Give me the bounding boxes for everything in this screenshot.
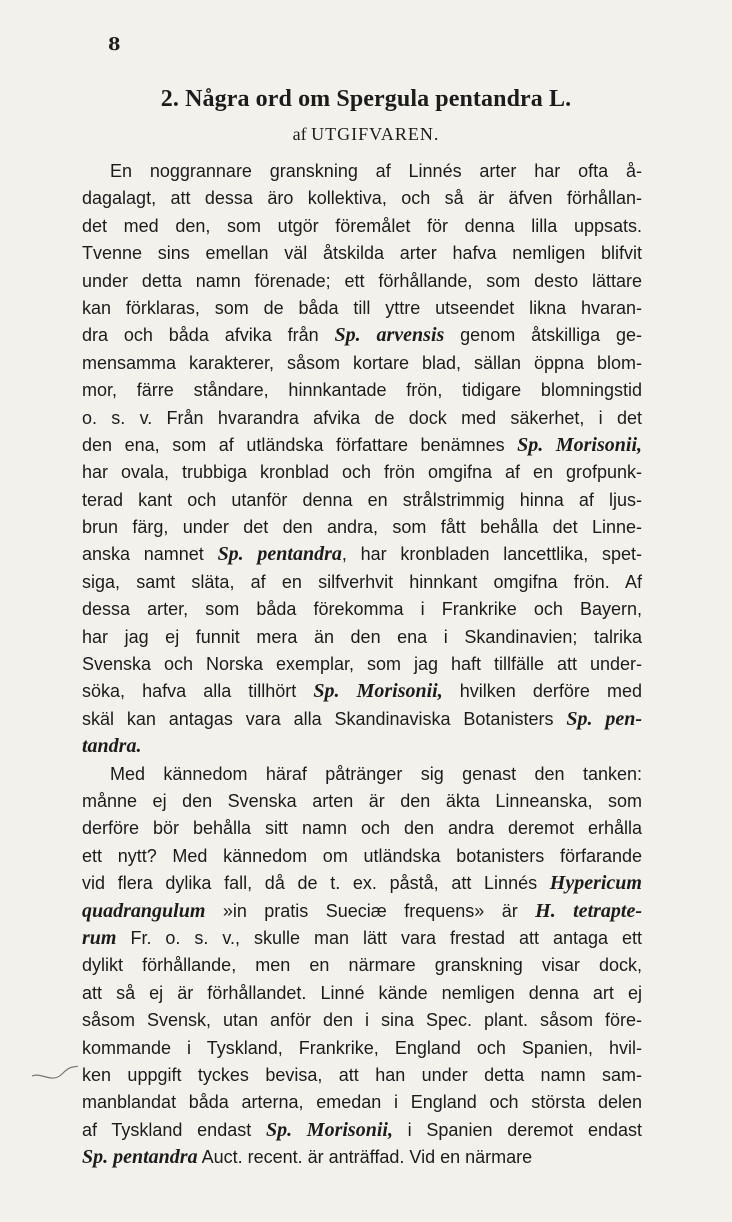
line-text: anska namnet <box>82 544 218 565</box>
text-line <box>82 815 642 842</box>
article-heading: 2. Några ord om Spergula pentandra L. <box>160 86 572 112</box>
line-text: söka, hafva alla tillhört <box>82 681 314 702</box>
text-line <box>82 158 642 185</box>
line-text: såsom Svensk, utan anför den i sina Spec. plant. såsom före- <box>82 1010 642 1031</box>
line-text: Auct. recent. är anträffad. Vid en närmare <box>197 1147 533 1168</box>
text-line <box>82 1117 642 1144</box>
line-text: »in pratis Sueciæ frequens» är <box>205 900 536 921</box>
page-number: 8 <box>108 34 121 55</box>
line-text: månne ej den Svenska arten är den äkta Linneanska, som <box>82 790 642 811</box>
text-line <box>82 624 642 651</box>
italic-term: H. tetrapte- <box>535 899 642 922</box>
text-line <box>82 487 642 514</box>
line-text: manblandat båda arterna, emedan i England och största delen <box>82 1092 642 1113</box>
line-text: har jag ej funnit mera än den ena i Skandinavien; talrika <box>82 626 642 647</box>
text-line <box>82 678 642 705</box>
line-text: af Tyskland endast <box>82 1119 266 1140</box>
line-text: dagalagt, att dessa äro kollektiva, och så är äfven förhållan- <box>82 188 642 209</box>
text-line <box>82 541 642 568</box>
text-line <box>82 350 642 377</box>
line-text: kan förklaras, som de båda till yttre utseendet likna hvaran- <box>82 297 642 318</box>
line-text: under detta namn förenade; ett förhållande, som desto lättare <box>82 270 642 291</box>
text-line <box>82 843 642 870</box>
text-line <box>82 870 642 897</box>
text-line <box>82 268 642 295</box>
line-text: hvilken derföre med <box>442 681 643 702</box>
text-line <box>82 706 642 733</box>
line-text: Svenska och Norska exemplar, som jag haft tillfälle att under- <box>82 654 642 675</box>
line-text: Fr. o. s. v., skulle man lätt vara frestad att antaga ett <box>116 927 642 948</box>
line-text: terad kant och utanför denna en strålstrimmig hinna af ljus- <box>82 489 642 510</box>
text-line <box>82 1144 642 1171</box>
text-line <box>82 377 642 404</box>
line-text: Med kännedom häraf påtränger sig genast den tanken: <box>110 763 642 784</box>
line-text: att så ej är förhållandet. Linné kände nemligen denna art ej <box>82 982 642 1003</box>
line-text: kommande i Tyskland, Frankrike, England och Spanien, hvil- <box>82 1037 642 1058</box>
italic-term: tandra. <box>82 735 142 758</box>
text-line <box>82 213 642 240</box>
text-line <box>82 596 642 623</box>
line-text: mensamma karakterer, såsom kortare blad, sällan öppna blom- <box>82 352 642 373</box>
text-line <box>82 980 642 1007</box>
byline-prefix: af <box>292 124 307 144</box>
italic-term: Sp. pen- <box>566 707 642 730</box>
line-text: ett nytt? Med kännedom om utländska botanisters förfarande <box>82 845 642 866</box>
text-line <box>82 459 642 486</box>
text-line <box>82 569 642 596</box>
line-text: dylikt förhållande, men en närmare granskning visar dock, <box>82 955 642 976</box>
byline-author: UTGIFVAREN. <box>311 124 440 144</box>
italic-term: Sp. Morisonii, <box>265 1118 393 1141</box>
line-text: genom åtskilliga ge- <box>444 325 642 346</box>
text-line <box>82 1062 642 1089</box>
italic-term: Sp. Morisonii, <box>313 680 443 703</box>
text-line <box>82 651 642 678</box>
text-line <box>82 761 642 788</box>
line-text: o. s. v. Från hvarandra afvika de dock med säkerhet, i det <box>82 407 642 428</box>
line-text: Tvenne sins emellan väl åtskilda arter hafva nemligen blifvit <box>82 243 642 264</box>
line-text: skäl kan antagas vara alla Skandinaviska Botanisters <box>82 708 567 729</box>
line-text: brun färg, under det den andra, som fått behålla det Linne- <box>82 517 642 538</box>
line-text: , har kronbladen lancettlika, spet- <box>341 544 642 565</box>
text-line <box>82 788 642 815</box>
line-text: den ena, som af utländska författare benämnes <box>82 434 518 455</box>
text-line <box>82 1089 642 1116</box>
text-line <box>82 1007 642 1034</box>
text-line <box>82 432 642 459</box>
italic-term: Sp. pentandra <box>82 1146 198 1169</box>
line-text: dessa arter, som båda förekomma i Frankrike och Bayern, <box>82 599 642 620</box>
line-text: dra och båda afvika från <box>82 325 335 346</box>
line-text: det med den, som utgör föremålet för denna lilla uppsats. <box>82 215 642 236</box>
line-text: ken uppgift tyckes bevisa, att han under detta namn sam- <box>82 1064 642 1085</box>
line-text: vid flera dylika fall, då de t. ex. påstå, att Linnés <box>82 873 550 894</box>
italic-term: quadrangulum <box>82 899 206 922</box>
text-line <box>82 925 642 952</box>
line-text: mor, färre ståndare, hinnkantade frön, tidigare blomningstid <box>82 380 642 401</box>
text-line <box>82 405 642 432</box>
text-line <box>82 733 642 760</box>
italic-term: Sp. arvensis <box>334 324 445 347</box>
italic-term: Hypericum <box>549 872 642 895</box>
byline <box>0 124 732 145</box>
line-text: En noggrannare granskning af Linnés arter har ofta å- <box>110 161 642 181</box>
text-line <box>82 322 642 349</box>
line-text: har ovala, trubbiga kronblad och frön omgifna af en grofpunk- <box>82 462 642 483</box>
italic-term: rum <box>82 926 117 949</box>
text-line <box>82 952 642 979</box>
text-line <box>82 514 642 541</box>
text-line <box>82 898 642 925</box>
line-text: i Spanien deremot endast <box>392 1119 642 1140</box>
line-text: siga, samt släta, af en silfverhvit hinnkant omgifna frön. Af <box>82 571 642 592</box>
text-line <box>82 295 642 322</box>
text-line <box>82 185 642 212</box>
italic-term: Sp. pentandra <box>217 543 342 566</box>
text-line <box>82 240 642 267</box>
line-text: derföre bör behålla sitt namn och den andra deremot erhålla <box>82 818 642 839</box>
text-line <box>82 1035 642 1062</box>
body-text <box>82 158 642 1171</box>
margin-pencil-mark <box>30 1062 80 1086</box>
italic-term: Sp. Morisonii, <box>517 433 642 456</box>
